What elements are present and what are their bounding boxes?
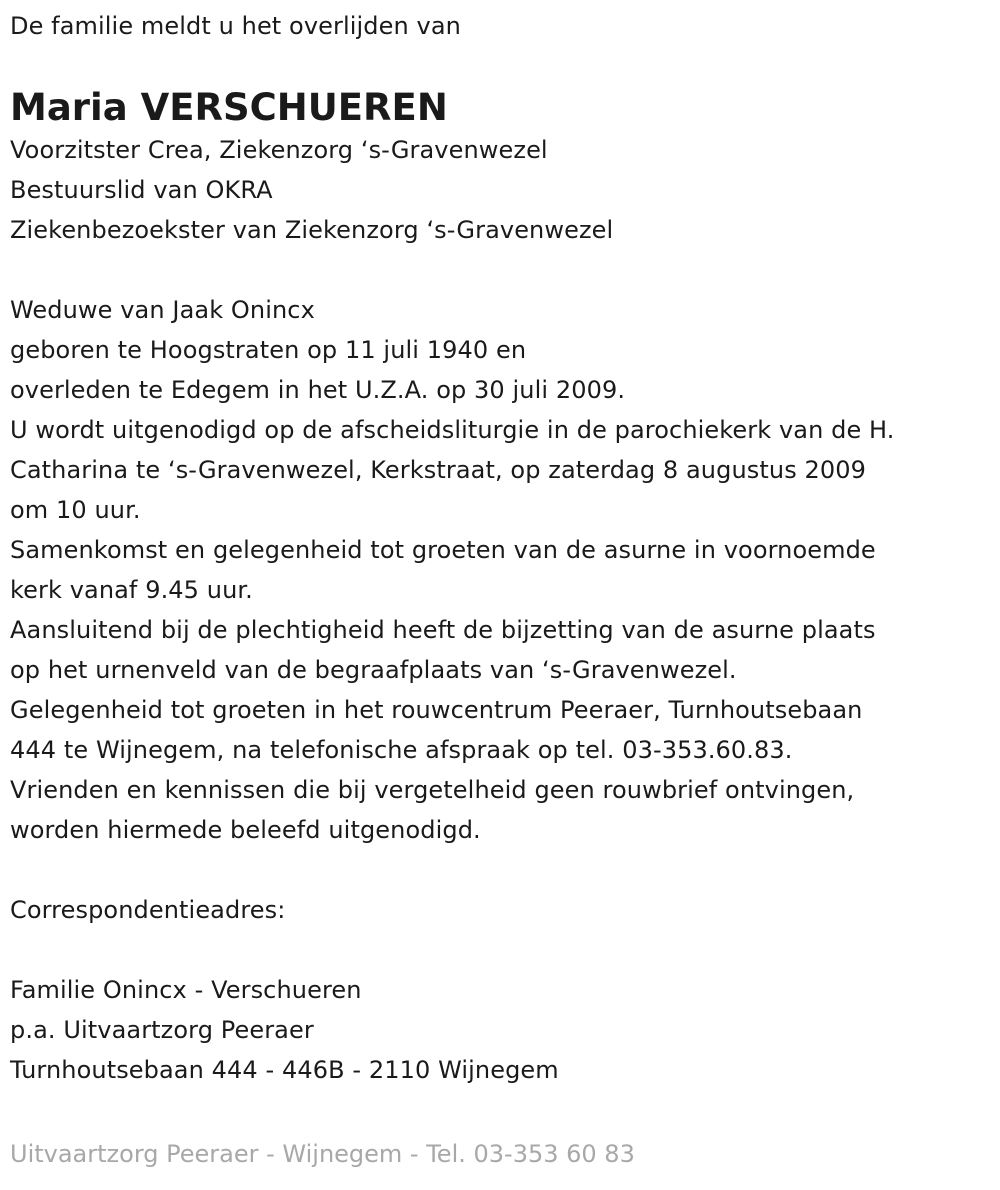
spacer [10, 850, 995, 890]
body-line: Catharina te ‘s-Gravenwezel, Kerkstraat, op zaterdag 8 augustus 2009 [10, 456, 866, 484]
body-line: Gelegenheid tot groeten in het rouwcentrum Peeraer, Turnhoutsebaan [10, 696, 863, 724]
role-line: Bestuurslid van OKRA [10, 176, 273, 204]
body-line: geboren te Hoogstraten op 11 juli 1940 en [10, 336, 527, 364]
intro-text: De familie meldt u het overlijden van [10, 12, 461, 40]
body-line: U wordt uitgenodigd op de afscheidsliturgie in de parochiekerk van de H. [10, 416, 895, 444]
address-line: Familie Onincx - Verschueren [10, 976, 362, 1004]
role-line: Voorzitster Crea, Ziekenzorg ‘s-Gravenwezel [10, 136, 548, 164]
body-line: Vrienden en kennissen die bij vergetelheid geen rouwbrief ontvingen, [10, 776, 855, 804]
notice-body [10, 290, 995, 850]
address-line: Turnhoutsebaan 444 - 446B - 2110 Wijnegem [10, 1056, 559, 1084]
death-notice [10, 6, 995, 1090]
body-line: Samenkomst en gelegenheid tot groeten van de asurne in voornoemde [10, 536, 876, 564]
correspondence-address [10, 970, 995, 1090]
body-line: kerk vanaf 9.45 uur. [10, 576, 253, 604]
body-line: om 10 uur. [10, 496, 141, 524]
body-line: Aansluitend bij de plechtigheid heeft de bijzetting van de asurne plaats [10, 616, 876, 644]
body-line: worden hiermede beleefd uitgenodigd. [10, 816, 481, 844]
body-line: 444 te Wijnegem, na telefonische afspraak op tel. 03-353.60.83. [10, 736, 793, 764]
spacer [10, 930, 995, 970]
address-line: p.a. Uitvaartzorg Peeraer [10, 1016, 314, 1044]
funeral-home-footer: Uitvaartzorg Peeraer - Wijnegem - Tel. 03-353 60 83 [10, 1140, 635, 1168]
role-line: Ziekenbezoekster van Ziekenzorg ‘s-Gravenwezel [10, 216, 614, 244]
deceased-name: Maria VERSCHUEREN [10, 86, 448, 129]
body-line: op het urnenveld van de begraafplaats van ‘s-Gravenwezel. [10, 656, 737, 684]
correspondence-label: Correspondentieadres: [10, 896, 286, 924]
body-line: Weduwe van Jaak Onincx [10, 296, 315, 324]
body-line: overleden te Edegem in het U.Z.A. op 30 juli 2009. [10, 376, 626, 404]
roles-list [10, 130, 995, 250]
spacer [10, 250, 995, 290]
